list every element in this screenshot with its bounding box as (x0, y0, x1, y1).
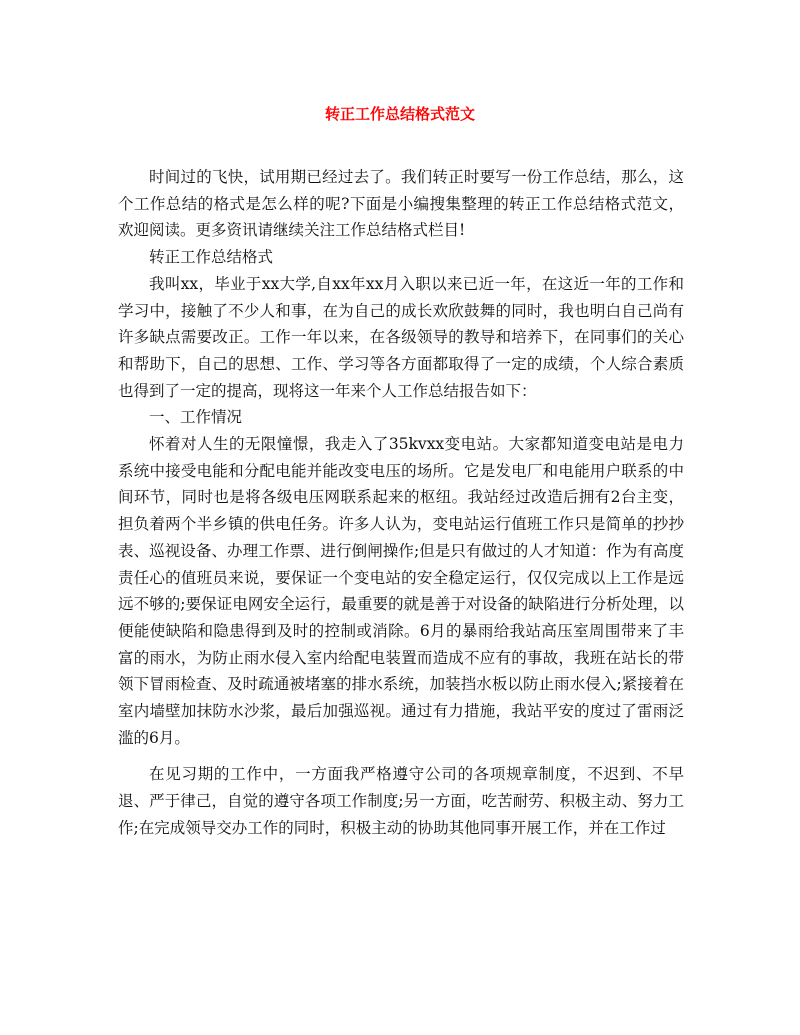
paragraph-self-introduction: 我叫xx，毕业于xx大学,自xx年xx月入职以来已近一年，在这近一年的工作和学习中，接触了不少人和事，在为自己的成长欢欣鼓舞的同时，我也明白自己尚有许多缺点需要改正。工作一年以来，在各级领导的教导和培养下，在同事们的关心和帮助下，自己的思想、工作、学习等各方面都取得了一定的成绩，个人综合素质也得到了一定的提高，现将这一年来个人工作总结报告如下： (118, 274, 684, 400)
paragraph-probation-work: 在见习期的工作中，一方面我严格遵守公司的各项规章制度，不迟到、不早退、严于律己，自觉的遵守各项工作制度;另一方面，吃苦耐劳、积极主动、努力工作;在完成领导交办工作的同时，积极主动的协助其他同事开展工作，并在工作过 (118, 765, 684, 837)
document-title: 转正工作总结格式范文 (324, 105, 475, 123)
document-body (118, 164, 684, 842)
paragraph-heading-work-situation: 一、工作情况 (149, 408, 243, 427)
paragraph-work-details: 怀着对人生的无限憧憬，我走入了35kvxx变电站。大家都知道变电站是电力系统中接受电能和分配电能并能改变电压的场所。它是发电厂和电能用户联系的中间环节，同时也是将各级电压网联系起来的枢纽。我站经过改造后拥有2台主变，担负着两个半乡镇的供电任务。许多人认为，变电站运行值班工作只是简单的抄抄表、巡视设备、办理工作票、进行倒闸操作;但是只有做过的人才知道：作为有高度责任心的值班员来说，要保证一个变电站的安全稳定运行，仅仅完成以上工作是远远不够的;要保证电网安全运行，最重要的就是善于对设备的缺陷进行分析处理，以便能使缺陷和隐患得到及时的控制或消除。6月的暴雨给我站高压室周围带来了丰富的雨水，为防止雨水侵入室内给配电装置而造成不应有的事故，我班在站长的带领下冒雨检查、及时疏通被堵塞的排水系统，加装挡水板以防止雨水侵入;紧接着在室内墙壁加抹防水沙浆，最后加强巡视。通过有力措施，我站平安的度过了雷雨泛滥的6月。 (118, 435, 684, 747)
paragraph-intro: 时间过的飞快，试用期已经过去了。我们转正时要写一份工作总结，那么，这个工作总结的格式是怎么样的呢?下面是小编搜集整理的转正工作总结格式范文，欢迎阅读。更多资讯请继续关注工作总结格式栏目! (118, 168, 684, 240)
paragraph-heading-format: 转正工作总结格式 (149, 248, 274, 267)
